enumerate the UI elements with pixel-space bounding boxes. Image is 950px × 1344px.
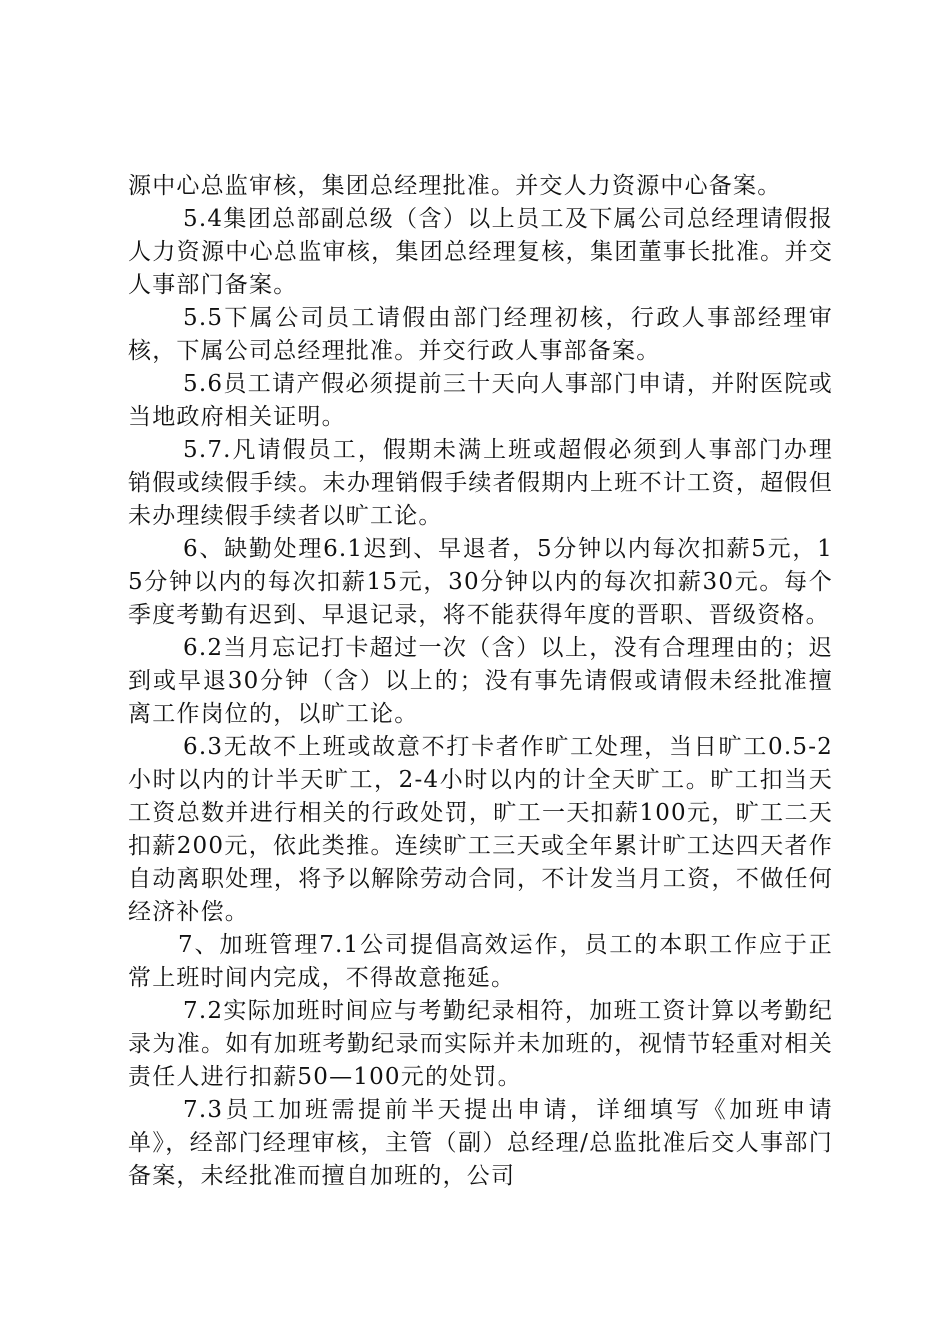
- paragraph-6-3: 6.3无故不上班或故意不打卡者作旷工处理，当日旷工0.5-2小时以内的计半天旷工，2-4小时以内的计全天旷工。旷工扣当天工资总数并进行相关的行政处罚，旷工一天扣薪100元，旷工二天扣薪200元，依此类推。连续旷工三天或全年累计旷工达四天者作自动离职处理，将予以解除劳动合同，不计发当月工资，不做任何经济补偿。: [128, 734, 833, 925]
- paragraph-5-4: 5.4集团总部副总级（含）以上员工及下属公司总经理请假报人力资源中心总监审核，集团总经理复核，集团董事长批准。并交人事部门备案。: [128, 206, 833, 298]
- paragraph-continuation: 源中心总监审核，集团总经理批准。并交人力资源中心备案。: [128, 173, 782, 199]
- document-body: [128, 170, 833, 1193]
- paragraph-5-6: 5.6员工请产假必须提前三十天向人事部门申请，并附医院或当地政府相关证明。: [128, 371, 833, 430]
- paragraph-6-1: 6、缺勤处理6.1迟到、早退者，5分钟以内每次扣薪5元，15分钟以内的每次扣薪15元，30分钟以内的每次扣薪30元。每个季度考勤有迟到、早退记录，将不能获得年度的晋职、晋级资格。: [128, 536, 833, 628]
- paragraph-7-2: 7.2实际加班时间应与考勤纪录相符，加班工资计算以考勤纪录为准。如有加班考勤纪录而实际并未加班的，视情节轻重对相关责任人进行扣薪50—100元的处罚。: [128, 998, 833, 1090]
- paragraph-5-5: 5.5下属公司员工请假由部门经理初核，行政人事部经理审核，下属公司总经理批准。并交行政人事部备案。: [128, 305, 833, 364]
- paragraph-6-2: 6.2当月忘记打卡超过一次（含）以上，没有合理理由的；迟到或早退30分钟（含）以上的；没有事先请假或请假未经批准擅离工作岗位的，以旷工论。: [128, 635, 833, 727]
- paragraph-5-7: 5.7.凡请假员工，假期未满上班或超假必须到人事部门办理销假或续假手续。未办理销假手续者假期内上班不计工资，超假但未办理续假手续者以旷工论。: [128, 437, 833, 529]
- paragraph-7-3: 7.3员工加班需提前半天提出申请，详细填写《加班申请单》，经部门经理审核，主管（副）总经理/总监批准后交人事部门备案，未经批准而擅自加班的，公司: [128, 1097, 833, 1189]
- paragraph-7-1: 7、加班管理7.1公司提倡高效运作，员工的本职工作应于正常上班时间内完成，不得故意拖延。: [128, 932, 833, 991]
